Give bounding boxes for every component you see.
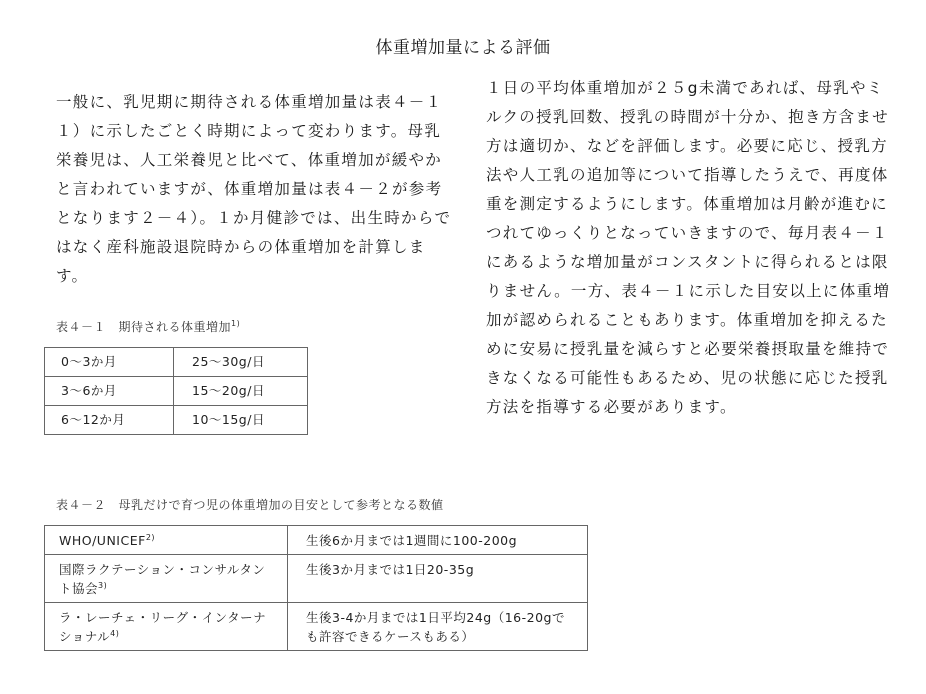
period-cell: 6～12か月 [45,406,174,435]
table1-caption-text: 表４－１ 期待される体重増加 [56,320,232,334]
period-cell: 3～6か月 [45,377,174,406]
organization-ref: 2) [145,532,156,542]
organization-name: ラ・レーチェ・リーグ・インターナショナル [59,610,267,644]
organization-ref: 4) [110,628,120,638]
organization-cell [45,555,288,603]
table-row [45,377,308,406]
gain-cell: 25～30g/日 [174,348,308,377]
table-row [45,555,588,603]
period-cell: 0～3か月 [45,348,174,377]
organization-cell [45,526,288,555]
value-cell: 生後3-4か月までは1日平均24g（16-20gでも許容できるケースもある） [288,603,588,651]
table-row [45,406,308,435]
value-cell: 生後6か月までは1週間に100-200g [288,526,588,555]
expected-weight-gain-table [44,347,308,435]
table1-caption [56,319,240,335]
right-paragraph: １日の平均体重増加が２５g未満であれば、母乳やミルクの授乳回数、授乳の時間が十分か、抱き方含ませ方は適切か、などを評価します。必要に応じ、授乳方法や人工乳の追加等について指導したうえで、再度体重を測定するようにします。体重増加は月齢が進むにつれてゆっくりとなっていきますので、毎月表４－１にあるような増加量がコンスタントに得られるとは限りません。一方、表４－１に示した目安以上に体重増加が認められることもあります。体重増加を抑えるために安易に授乳量を減らすと必要栄養摂取量を維持できなくなる可能性もあるため、児の状態に応じた授乳方法を指導する必要があります。 [486,79,891,416]
organization-cell [45,603,288,651]
table-row [45,348,308,377]
gain-cell: 15～20g/日 [174,377,308,406]
table2-caption: 表４－２ 母乳だけで育つ児の体重増加の目安として参考となる数値 [56,498,444,512]
organization-name: WHO/UNICEF [59,533,146,548]
organization-name: 国際ラクテーション・コンサルタント協会 [59,562,266,596]
organization-ref: 3) [98,580,108,590]
value-cell: 生後3か月までは1日20-35g [288,555,588,603]
breastfed-weight-gain-table [44,525,588,651]
page-title: 体重増加量による評価 [375,38,551,58]
gain-cell: 10～15g/日 [174,406,308,435]
table1-caption-ref: 1) [231,319,241,328]
table-row [45,526,588,555]
left-paragraph: 一般に、乳児期に期待される体重増加量は表４－１１）に示したごとく時期によって変わります。母乳栄養児は、人工栄養児と比べて、体重増加が緩やかと言われていますが、体重増加量は表４－２が参考となります２－４）。１か月健診では、出生時からではなく産科施設退院時からの体重増加を計算します。 [56,93,452,285]
table-row [45,603,588,651]
